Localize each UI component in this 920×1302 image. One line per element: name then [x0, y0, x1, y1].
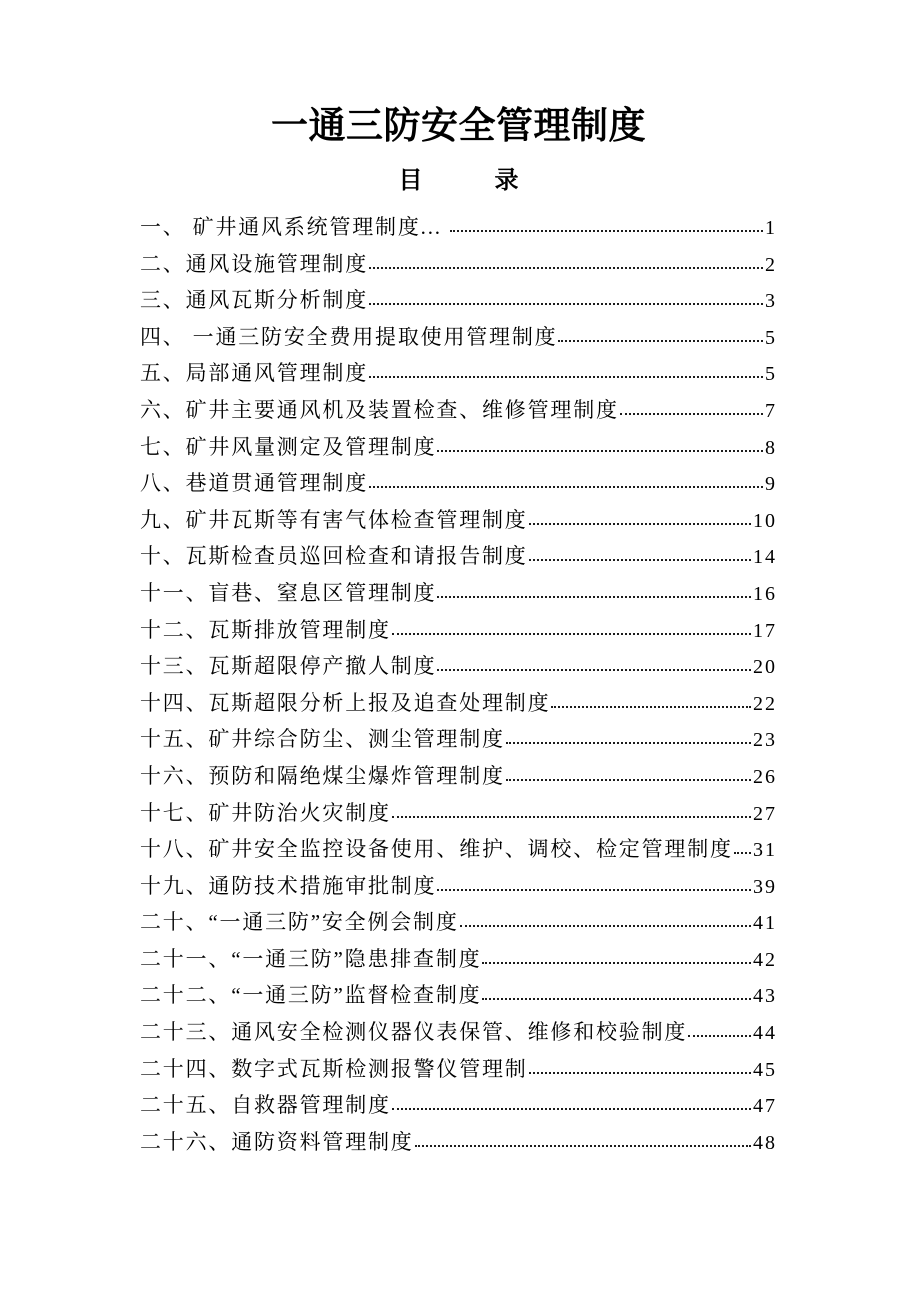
toc-entry-label: 十六、预防和隔绝煤尘爆炸管理制度	[140, 763, 505, 788]
toc-dot-leader	[529, 1072, 751, 1074]
toc-entry-label: 十七、矿井防治火灾制度	[140, 800, 391, 825]
toc-entry-page: 27	[753, 802, 777, 825]
toc-entry-label: 五、局部通风管理制度	[140, 361, 368, 386]
toc-entry	[140, 355, 777, 392]
toc-dot-leader	[482, 962, 751, 964]
toc-list	[140, 209, 777, 1160]
toc-entry-label: 十二、瓦斯排放管理制度	[140, 617, 391, 642]
toc-entry	[140, 904, 777, 941]
toc-dot-leader	[392, 816, 751, 818]
toc-entry-page: 47	[753, 1095, 777, 1118]
toc-dot-leader	[415, 1145, 751, 1147]
toc-entry-page: 7	[765, 399, 777, 422]
toc-entry-page: 31	[753, 839, 777, 862]
toc-entry	[140, 795, 777, 832]
toc-entry-page: 26	[753, 765, 777, 788]
toc-entry-label: 十九、通防技术措施审批制度	[140, 873, 437, 898]
toc-dot-leader	[437, 450, 763, 452]
toc-entry	[140, 209, 777, 246]
toc-entry-page: 45	[753, 1058, 777, 1081]
toc-entry-page: 44	[753, 1022, 777, 1045]
toc-entry-page: 14	[753, 546, 777, 569]
toc-dot-leader	[437, 889, 751, 891]
toc-entry-label: 二十四、数字式瓦斯检测报警仪管理制	[140, 1056, 528, 1081]
toc-entry-label: 二十三、通风安全检测仪器仪表保管、维修和校验制度	[140, 1020, 688, 1045]
toc-dot-leader	[529, 559, 751, 561]
toc-dot-leader	[460, 925, 751, 927]
toc-heading: 目 录	[398, 168, 519, 194]
toc-entry	[140, 575, 777, 612]
toc-entry	[140, 538, 777, 575]
toc-entry-label: 七、矿井风量测定及管理制度	[140, 434, 437, 459]
toc-entry-page: 5	[765, 363, 777, 386]
toc-entry-page: 2	[765, 253, 777, 276]
toc-entry	[140, 429, 777, 466]
toc-dot-leader	[437, 596, 751, 598]
toc-entry-label: 二、通风设施管理制度	[140, 251, 368, 276]
toc-dot-leader	[369, 303, 763, 305]
toc-entry	[140, 282, 777, 319]
toc-dot-leader	[506, 742, 751, 744]
toc-dot-leader	[482, 998, 751, 1000]
toc-dot-leader	[369, 267, 763, 269]
toc-entry-page: 41	[753, 912, 777, 935]
toc-entry-page: 8	[765, 436, 777, 459]
toc-entry	[140, 612, 777, 649]
toc-entry	[140, 465, 777, 502]
toc-entry	[140, 758, 777, 795]
toc-entry	[140, 648, 777, 685]
toc-entry	[140, 1014, 777, 1051]
toc-entry	[140, 685, 777, 722]
toc-dot-leader	[620, 413, 763, 415]
toc-dot-leader	[392, 633, 751, 635]
toc-dot-leader	[551, 706, 751, 708]
toc-entry-label: 二十六、通防资料管理制度	[140, 1129, 414, 1154]
toc-entry-label: 十一、盲巷、窒息区管理制度	[140, 580, 437, 605]
toc-entry-label: 三、通风瓦斯分析制度	[140, 288, 368, 313]
toc-dot-leader	[437, 669, 751, 671]
toc-entry-page: 22	[753, 692, 777, 715]
toc-entry	[140, 977, 777, 1014]
toc-entry-page: 16	[753, 582, 777, 605]
toc-entry-page: 5	[765, 326, 777, 349]
toc-entry-label: 二十五、自救器管理制度	[140, 1093, 391, 1118]
toc-entry-label: 十三、瓦斯超限停产撤人制度	[140, 654, 437, 679]
document-title: 一通三防安全管理制度	[271, 106, 646, 147]
toc-dot-leader	[688, 1035, 751, 1037]
toc-entry-label: 十五、矿井综合防尘、测尘管理制度	[140, 727, 505, 752]
toc-entry-label: 十八、矿井安全监控设备使用、维护、调校、检定管理制度	[140, 837, 733, 862]
toc-entry	[140, 1087, 777, 1124]
toc-entry-label: 八、巷道贯通管理制度	[140, 471, 368, 496]
toc-entry	[140, 502, 777, 539]
toc-entry	[140, 721, 777, 758]
toc-entry-page: 23	[753, 729, 777, 752]
toc-entry-page: 20	[753, 656, 777, 679]
toc-entry	[140, 392, 777, 429]
toc-entry-label: 十四、瓦斯超限分析上报及追查处理制度	[140, 690, 551, 715]
toc-dot-leader	[369, 486, 763, 488]
toc-entry-label: 十、瓦斯检查员巡回检查和请报告制度	[140, 544, 528, 569]
toc-entry	[140, 246, 777, 283]
toc-entry-page: 48	[753, 1131, 777, 1154]
toc-entry-label: 二十二、“一通三防”监督检查制度	[140, 983, 482, 1008]
toc-entry-page: 43	[753, 985, 777, 1008]
toc-dot-leader	[369, 376, 763, 378]
toc-entry-page: 1	[765, 217, 777, 239]
toc-dot-leader	[558, 340, 763, 342]
toc-entry-page: 42	[753, 948, 777, 971]
toc-entry	[140, 868, 777, 905]
toc-entry-page: 3	[765, 290, 777, 313]
toc-entry-label: 二十一、“一通三防”隐患排查制度	[140, 946, 482, 971]
toc-entry-page: 9	[765, 473, 777, 496]
toc-dot-leader	[529, 523, 751, 525]
toc-entry	[140, 831, 777, 868]
toc-entry	[140, 319, 777, 356]
toc-entry	[140, 1124, 777, 1161]
toc-dot-leader	[392, 1108, 751, 1110]
toc-entry-label: 一、 矿井通风系统管理制度...	[140, 215, 449, 239]
toc-dot-leader	[506, 779, 751, 781]
toc-entry-label: 四、 一通三防安全费用提取使用管理制度	[140, 324, 558, 349]
toc-entry-label: 二十、“一通三防”安全例会制度	[140, 910, 459, 935]
toc-entry	[140, 941, 777, 978]
toc-entry-page: 39	[753, 875, 777, 898]
toc-entry-label: 九、矿井瓦斯等有害气体检查管理制度	[140, 507, 528, 532]
toc-entry	[140, 1051, 777, 1088]
toc-entry-label: 六、矿井主要通风机及装置检查、维修管理制度	[140, 397, 619, 422]
toc-dot-leader	[734, 852, 751, 854]
toc-entry-page: 17	[753, 619, 777, 642]
toc-dot-leader	[450, 230, 763, 232]
toc-entry-page: 10	[753, 509, 777, 532]
